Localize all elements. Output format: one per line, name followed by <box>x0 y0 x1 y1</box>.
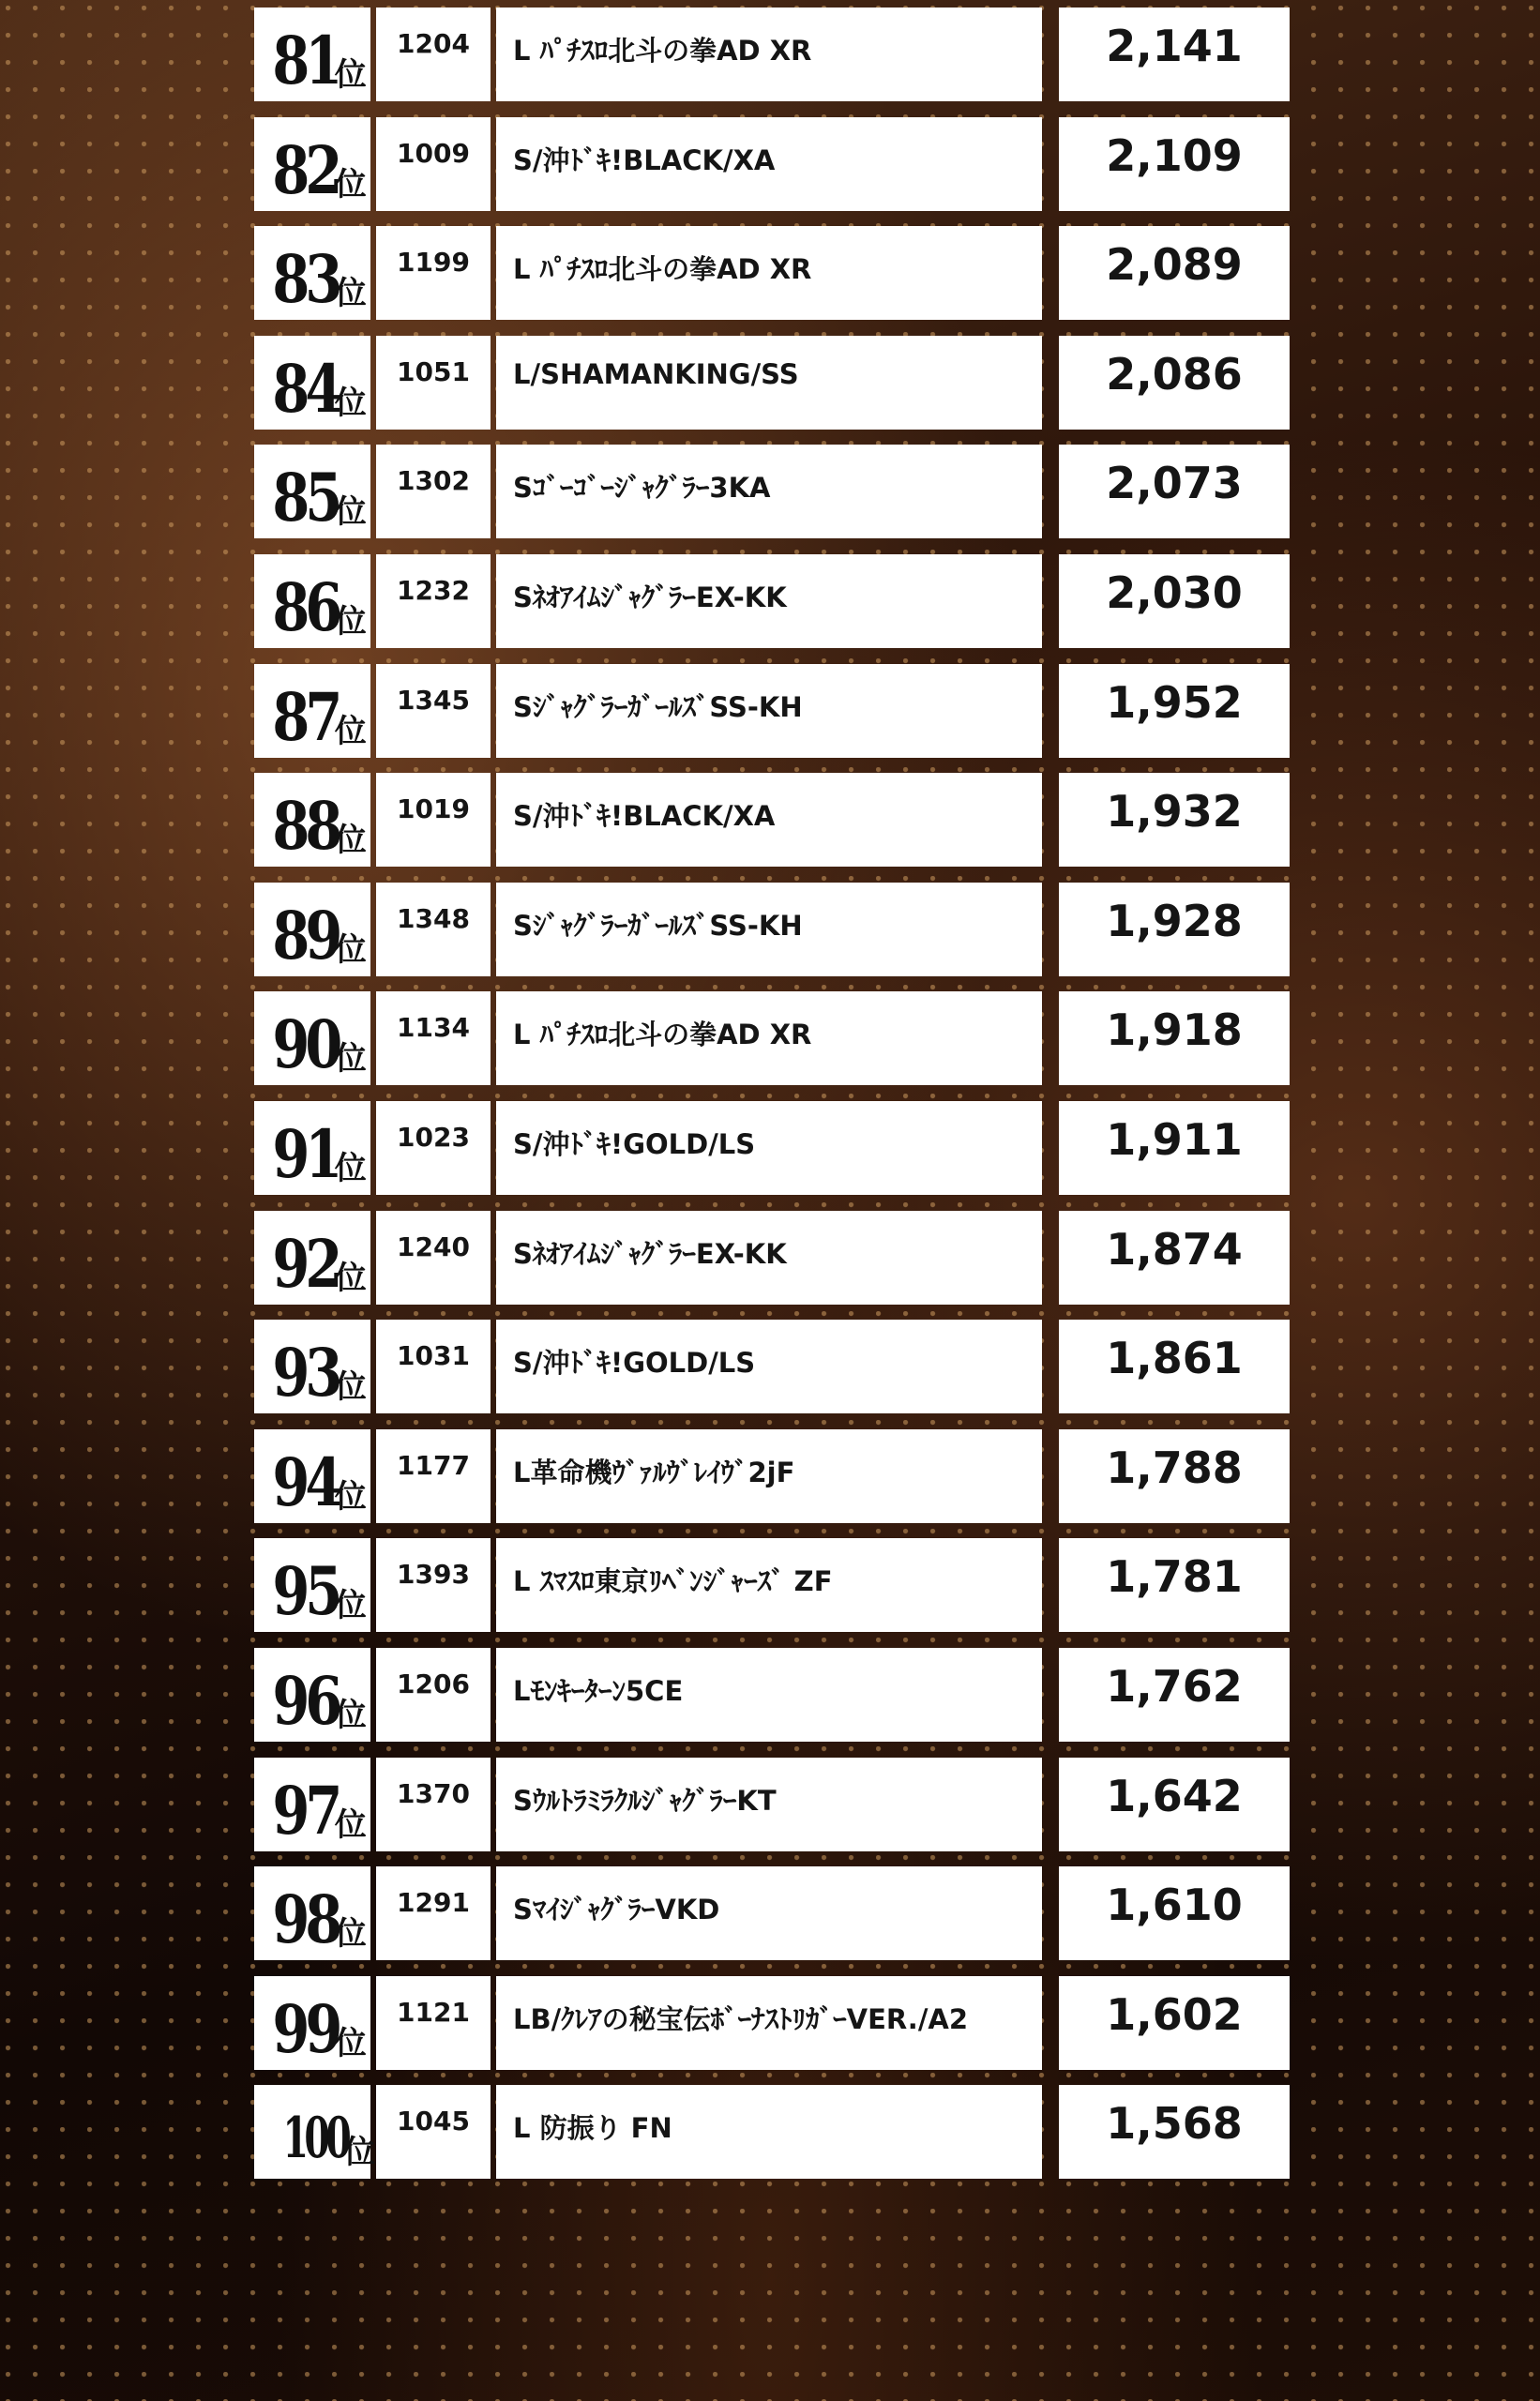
count-value: 2,030 <box>1059 554 1290 648</box>
rank-cell <box>254 1320 370 1413</box>
machine-name: L ﾊﾟﾁｽﾛ北斗の拳AD XR <box>496 8 1042 101</box>
rank-number: 100 <box>282 2106 348 2172</box>
machine-name: Lﾓﾝｷｰﾀｰﾝ5CE <box>496 1648 1042 1742</box>
count-value: 2,109 <box>1059 117 1290 211</box>
rank-suffix: 位 <box>334 1805 367 1844</box>
count-value: 1,874 <box>1059 1211 1290 1305</box>
ranking-row <box>254 8 1290 101</box>
rank-cell <box>254 664 370 758</box>
rank-suffix: 位 <box>334 1587 367 1625</box>
machine-number: 1134 <box>376 991 491 1085</box>
machine-number: 1291 <box>376 1866 491 1960</box>
rank-number: 94 <box>272 1442 339 1521</box>
ranking-row <box>254 226 1290 320</box>
rank-suffix: 位 <box>334 1259 367 1297</box>
ranking-row <box>254 991 1290 1085</box>
rank-cell <box>254 8 370 101</box>
machine-name: SﾈｵｱｲﾑｼﾞｬｸﾞﾗｰEX-KK <box>496 554 1042 648</box>
machine-name: LB/ｸﾚｱの秘宝伝ﾎﾞｰﾅｽﾄﾘｶﾞｰVER./A2 <box>496 1976 1042 2070</box>
machine-name: SｼﾞｬｸﾞﾗｰｶﾞｰﾙｽﾞSS-KH <box>496 664 1042 758</box>
ranking-row <box>254 1758 1290 1851</box>
machine-name: L革命機ｳﾞｧﾙｳﾞﾚｲｳﾞ2jF <box>496 1429 1042 1523</box>
rank-cell <box>254 1758 370 1851</box>
ranking-row <box>254 773 1290 867</box>
rank-cell <box>254 1976 370 2070</box>
rank-cell <box>254 1866 370 1960</box>
count-value: 2,073 <box>1059 445 1290 538</box>
machine-name: S/沖ﾄﾞｷ!GOLD/LS <box>496 1320 1042 1413</box>
count-value: 2,089 <box>1059 226 1290 320</box>
rank-suffix: 位 <box>334 1368 367 1407</box>
rank-cell <box>254 336 370 430</box>
machine-name: S/沖ﾄﾞｷ!GOLD/LS <box>496 1101 1042 1195</box>
count-value: 2,141 <box>1059 8 1290 101</box>
machine-number: 1206 <box>376 1648 491 1742</box>
rank-cell <box>254 991 370 1085</box>
rank-suffix: 位 <box>334 2024 367 2062</box>
rank-suffix: 位 <box>334 1915 367 1954</box>
rank-number: 91 <box>272 1114 339 1193</box>
rank-number: 89 <box>272 896 339 974</box>
machine-name: L ｽﾏｽﾛ東京ﾘﾍﾞﾝｼﾞｬｰｽﾞ ZF <box>496 1538 1042 1632</box>
ranking-row <box>254 1976 1290 2070</box>
rank-number: 81 <box>272 22 339 99</box>
ranking-row <box>254 1866 1290 1960</box>
rank-suffix: 位 <box>334 712 367 750</box>
machine-name: Sｺﾞｰｺﾞｰｼﾞｬｸﾞﾗｰ3KA <box>496 445 1042 538</box>
machine-number: 1240 <box>376 1211 491 1305</box>
machine-number: 1023 <box>376 1101 491 1195</box>
machine-number: 1345 <box>376 664 491 758</box>
rank-cell <box>254 2085 376 2179</box>
rank-number: 93 <box>272 1334 339 1412</box>
ranking-row <box>254 1429 1290 1523</box>
machine-number: 1302 <box>376 445 491 538</box>
ranking-row <box>254 554 1290 648</box>
rank-number: 88 <box>272 787 339 866</box>
machine-number: 1031 <box>376 1320 491 1413</box>
rank-suffix: 位 <box>334 1149 367 1187</box>
rank-number: 90 <box>272 1005 339 1084</box>
ranking-table <box>254 8 1290 2195</box>
rank-suffix: 位 <box>334 493 367 532</box>
ranking-row <box>254 445 1290 538</box>
rank-suffix: 位 <box>334 930 367 969</box>
count-value: 1,928 <box>1059 883 1290 976</box>
ranking-row <box>254 1320 1290 1413</box>
machine-name: SﾏｲｼﾞｬｸﾞﾗｰVKD <box>496 1866 1042 1960</box>
rank-number: 86 <box>272 567 339 646</box>
rank-suffix: 位 <box>334 165 367 204</box>
rank-suffix: 位 <box>334 822 367 860</box>
count-value: 1,781 <box>1059 1538 1290 1632</box>
rank-number: 92 <box>272 1224 339 1303</box>
machine-number: 1393 <box>376 1538 491 1632</box>
ranking-row <box>254 117 1290 211</box>
machine-number: 1204 <box>376 8 491 101</box>
rank-cell <box>254 883 370 976</box>
machine-name: L ﾊﾟﾁｽﾛ北斗の拳AD XR <box>496 991 1042 1085</box>
count-value: 1,918 <box>1059 991 1290 1085</box>
ranking-row <box>254 336 1290 430</box>
machine-name: S/沖ﾄﾞｷ!BLACK/XA <box>496 117 1042 211</box>
machine-number: 1121 <box>376 1976 491 2070</box>
count-value: 1,602 <box>1059 1976 1290 2070</box>
rank-suffix: 位 <box>334 602 367 641</box>
machine-name: L ﾊﾟﾁｽﾛ北斗の拳AD XR <box>496 226 1042 320</box>
rank-cell <box>254 117 370 211</box>
ranking-row <box>254 2085 1290 2179</box>
rank-number: 85 <box>272 459 339 537</box>
machine-name: SｼﾞｬｸﾞﾗｰｶﾞｰﾙｽﾞSS-KH <box>496 883 1042 976</box>
rank-number: 83 <box>272 240 339 319</box>
machine-number: 1232 <box>376 554 491 648</box>
machine-number: 1051 <box>376 336 491 430</box>
machine-number: 1177 <box>376 1429 491 1523</box>
rank-number: 95 <box>272 1552 339 1631</box>
rank-suffix: 位 <box>334 1477 367 1516</box>
count-value: 1,861 <box>1059 1320 1290 1413</box>
rank-suffix: 位 <box>334 56 367 94</box>
machine-number: 1199 <box>376 226 491 320</box>
machine-number: 1045 <box>376 2085 491 2179</box>
rank-cell <box>254 445 370 538</box>
rank-cell <box>254 1101 370 1195</box>
ranking-row <box>254 1648 1290 1742</box>
rank-suffix: 位 <box>334 1696 367 1734</box>
machine-number: 1348 <box>376 883 491 976</box>
count-value: 1,610 <box>1059 1866 1290 1960</box>
rank-number: 87 <box>272 677 339 756</box>
rank-suffix: 位 <box>343 2134 376 2172</box>
rank-suffix: 位 <box>334 275 367 313</box>
machine-name: SﾈｵｱｲﾑｼﾞｬｸﾞﾗｰEX-KK <box>496 1211 1042 1305</box>
rank-cell <box>254 1538 370 1632</box>
count-value: 1,952 <box>1059 664 1290 758</box>
rank-number: 96 <box>272 1661 339 1740</box>
machine-name: L/SHAMANKING/SS <box>496 336 1042 430</box>
rank-number: 97 <box>272 1771 339 1850</box>
rank-cell <box>254 554 370 648</box>
rank-cell <box>254 1211 370 1305</box>
rank-number: 99 <box>272 1989 339 2068</box>
ranking-row <box>254 1538 1290 1632</box>
machine-number: 1009 <box>376 117 491 211</box>
count-value: 2,086 <box>1059 336 1290 430</box>
machine-name: S/沖ﾄﾞｷ!BLACK/XA <box>496 773 1042 867</box>
count-value: 1,788 <box>1059 1429 1290 1523</box>
rank-suffix: 位 <box>334 384 367 422</box>
ranking-row <box>254 1211 1290 1305</box>
machine-name: SｳﾙﾄﾗﾐﾗｸﾙｼﾞｬｸﾞﾗｰKT <box>496 1758 1042 1851</box>
count-value: 1,568 <box>1059 2085 1290 2179</box>
machine-number: 1370 <box>376 1758 491 1851</box>
ranking-row <box>254 883 1290 976</box>
machine-name: L 防振り FN <box>496 2085 1042 2179</box>
rank-cell <box>254 1648 370 1742</box>
count-value: 1,932 <box>1059 773 1290 867</box>
ranking-row <box>254 664 1290 758</box>
count-value: 1,911 <box>1059 1101 1290 1195</box>
rank-cell <box>254 226 370 320</box>
count-value: 1,642 <box>1059 1758 1290 1851</box>
rank-cell <box>254 1429 370 1523</box>
machine-number: 1019 <box>376 773 491 867</box>
ranking-row <box>254 1101 1290 1195</box>
rank-number: 82 <box>272 130 339 209</box>
count-value: 1,762 <box>1059 1648 1290 1742</box>
rank-number: 98 <box>272 1880 339 1959</box>
rank-cell <box>254 773 370 867</box>
rank-suffix: 位 <box>334 1040 367 1079</box>
rank-number: 84 <box>272 349 339 428</box>
